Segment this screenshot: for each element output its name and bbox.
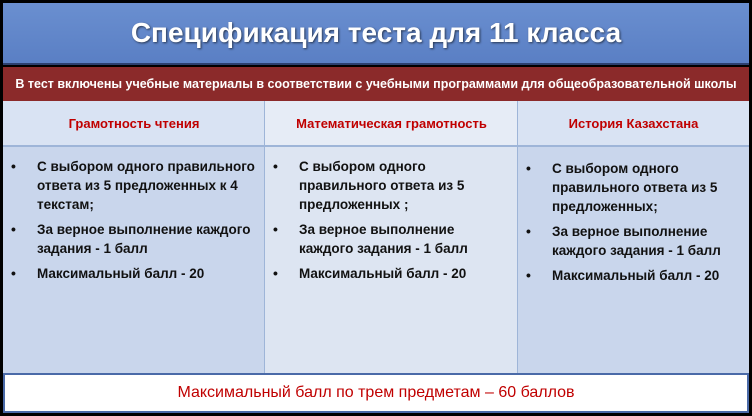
- bullet-icon: •: [11, 158, 16, 174]
- bullet-icon: •: [526, 267, 531, 283]
- column-math-literacy: [265, 101, 518, 373]
- spec-list: [265, 147, 518, 283]
- column-heading: Математическая грамотность: [265, 101, 518, 147]
- list-item: • Максимальный балл - 20: [11, 265, 205, 281]
- bullet-icon: •: [273, 158, 278, 174]
- bullet-icon: •: [526, 223, 531, 239]
- list-item: • За верное выполнение каждого задания - 1 балл: [273, 221, 468, 256]
- spec-list: [518, 147, 749, 285]
- bullet-icon: •: [526, 160, 531, 176]
- bullet-icon: •: [273, 265, 278, 281]
- column-history-kazakhstan: [518, 101, 749, 373]
- list-item: • За верное выполнение каждого задания - 1 балл: [526, 223, 721, 258]
- page-title: Спецификация теста для 11 класса: [3, 3, 749, 65]
- column-reading-literacy: [3, 101, 265, 373]
- list-item: • С выбором одного правильного ответа из 5 предложенных;: [526, 160, 718, 214]
- list-item: • За верное выполнение каждого задания - 1 балл: [11, 221, 251, 256]
- spec-list: [3, 147, 265, 283]
- column-heading: История Казахстана: [518, 101, 749, 147]
- bullet-icon: •: [273, 221, 278, 237]
- subtitle-banner: В тест включены учебные материалы в соответствии с учебными программами для общеобразовательной школы: [3, 67, 749, 101]
- list-item: • Максимальный балл - 20: [526, 267, 720, 283]
- list-item: • С выбором одного правильного ответа из 5 предложенных ;: [273, 158, 465, 212]
- bullet-icon: •: [11, 221, 16, 237]
- list-item: • Максимальный балл - 20: [273, 265, 467, 281]
- footer-total: Максимальный балл по трем предметам – 60 баллов: [3, 373, 749, 413]
- column-heading: Грамотность чтения: [3, 101, 265, 147]
- bullet-icon: •: [11, 265, 16, 281]
- list-item: • С выбором одного правильного ответа из 5 предложенных к 4 текстам;: [11, 158, 255, 212]
